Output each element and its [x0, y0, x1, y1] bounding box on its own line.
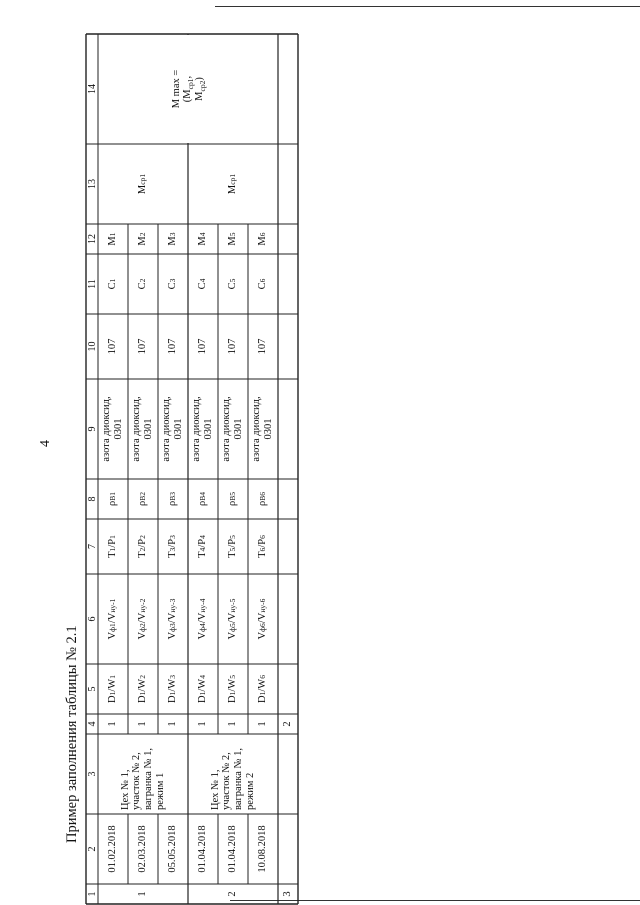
- v-mid: /V: [197, 612, 209, 624]
- concentration-cell: C 6: [257, 278, 269, 290]
- location-text: [120, 748, 166, 810]
- substance-line: 0301: [233, 418, 244, 440]
- header-label: 4: [86, 721, 98, 727]
- substance-line: азота диоксид,: [161, 396, 173, 462]
- header-label: 3: [86, 771, 98, 777]
- header-label: 8: [86, 496, 98, 502]
- code-cell: [188, 314, 218, 379]
- mass-cell: M 1: [107, 232, 119, 246]
- substance-text: [131, 396, 154, 461]
- date: 01.04.2018: [227, 825, 239, 873]
- rho-symbol: ρ: [167, 500, 179, 507]
- density-cell: ρ В1: [107, 491, 119, 507]
- header-label: 2: [86, 846, 98, 852]
- dw-tail: /W: [257, 678, 269, 692]
- count-cell: [98, 714, 128, 734]
- concentration-cell: C 3: [167, 278, 179, 290]
- m-symbol: M: [137, 236, 149, 246]
- mean-emission-cell: M ср1: [227, 173, 239, 195]
- date-cell: [98, 814, 128, 884]
- rho-symbol: ρ: [257, 500, 269, 507]
- location-cell: [98, 734, 188, 814]
- rho-symbol: ρ: [137, 500, 149, 507]
- header-label: 9: [86, 426, 98, 432]
- max-open: (M: [182, 89, 194, 103]
- m-symbol: M: [227, 236, 239, 246]
- tp-mid: /P: [107, 538, 119, 548]
- substance-cell: [188, 379, 218, 479]
- concentration-cell: C 4: [197, 278, 209, 290]
- temp-pressure-cell: T 6 /P 6: [257, 535, 269, 558]
- group-number-label: 2: [227, 891, 239, 897]
- m-symbol: M: [257, 236, 269, 246]
- footer-count-label: 2: [282, 721, 294, 727]
- header-col-9: [86, 379, 98, 479]
- mass-cell: M 4: [197, 232, 209, 246]
- location-text: [210, 748, 256, 810]
- c-symbol: C: [257, 282, 269, 290]
- temp-pressure-cell: T 2 /P 2: [137, 535, 149, 558]
- emissions-table: [86, 34, 298, 904]
- v-symbol: V: [107, 631, 119, 640]
- location-line: вагранка № 1,: [143, 747, 154, 810]
- v-symbol: V: [257, 631, 269, 640]
- mass-cell: M 5: [227, 232, 239, 246]
- m-symbol: M: [107, 236, 119, 246]
- temp-pressure-cell: T 4 /P 4: [197, 535, 209, 558]
- dw-tail: /W: [197, 678, 209, 692]
- substance-text: [251, 396, 274, 461]
- dw-symbol: D: [197, 695, 209, 703]
- substance-line: 0301: [143, 418, 154, 440]
- code-cell: [248, 314, 278, 379]
- temp-pressure-cell: T 1 /P 1: [107, 535, 119, 558]
- rho-symbol: ρ: [107, 500, 119, 507]
- header-col-12: [86, 224, 98, 254]
- max-label: M max =: [170, 69, 182, 109]
- header-label: 5: [86, 686, 98, 692]
- count: 1: [107, 721, 119, 727]
- max-line-3: [194, 70, 206, 109]
- volume-ratio-cell: V ф2 /V ну-2: [137, 598, 149, 640]
- group-number: [188, 884, 278, 904]
- substance-line: азота диоксид,: [251, 396, 263, 462]
- c-symbol: C: [107, 282, 119, 290]
- substance-line: 0301: [173, 418, 184, 440]
- mass-cell: M 6: [257, 232, 269, 246]
- tp-mid: /P: [167, 538, 179, 548]
- tp-mid: /P: [227, 538, 239, 548]
- location-line: вагранка № 1,: [233, 747, 244, 810]
- location-line: участок № 2,: [131, 752, 143, 810]
- dw-tail: /W: [227, 678, 239, 692]
- substance-text: [191, 396, 214, 461]
- substance-text: [101, 396, 124, 461]
- count-cell: [128, 714, 158, 734]
- footer-number-label: 3: [282, 891, 294, 897]
- header-col-4: [86, 714, 98, 734]
- v-mid: /V: [167, 612, 179, 624]
- concentration-cell: C 5: [227, 278, 239, 290]
- footer-number: [278, 884, 298, 904]
- date: 10.08.2018: [257, 825, 269, 873]
- code-cell: [218, 314, 248, 379]
- mass-cell: M 3: [167, 232, 179, 246]
- table-title: Пример заполнения таблицы № 2.1: [64, 625, 80, 843]
- header-col-3: [86, 734, 98, 814]
- code: 107: [257, 338, 269, 355]
- concentration-cell: C 2: [137, 278, 149, 290]
- v-symbol: V: [137, 631, 149, 640]
- substance-text: [161, 396, 184, 461]
- count: 1: [167, 721, 179, 727]
- mean-emission-symbol: M: [137, 184, 149, 195]
- header-col-2: [86, 814, 98, 884]
- v-mid: /V: [227, 612, 239, 624]
- tp-mid: /P: [197, 538, 209, 548]
- density-cell: ρ В3: [167, 491, 179, 507]
- diameter-velocity-cell: D 1 /W 5: [227, 675, 239, 703]
- code-cell: [128, 314, 158, 379]
- substance-line: 0301: [263, 418, 274, 440]
- max-m: M: [193, 91, 205, 101]
- location-line: участок № 2,: [221, 752, 233, 810]
- substance-cell: [98, 379, 128, 479]
- temp-pressure-cell: T 3 /P 3: [167, 535, 179, 558]
- count: 1: [227, 721, 239, 727]
- substance-cell: [218, 379, 248, 479]
- tp-symbol: T: [107, 551, 119, 558]
- code: 107: [227, 338, 239, 355]
- date: 05.05.2018: [167, 825, 179, 873]
- density-cell: ρ В2: [137, 491, 149, 507]
- substance-line: 0301: [203, 418, 214, 440]
- count: 1: [257, 721, 269, 727]
- substance-line: 0301: [113, 418, 124, 440]
- tp-mid: /P: [257, 538, 269, 548]
- code-cell: [98, 314, 128, 379]
- date-cell: [218, 814, 248, 884]
- count-cell: [158, 714, 188, 734]
- tp-mid: /P: [137, 538, 149, 548]
- m-symbol: M: [197, 236, 209, 246]
- page-number: 4: [38, 440, 53, 447]
- date: 02.03.2018: [137, 825, 149, 873]
- header-label: 12: [86, 234, 98, 244]
- footer-count: [278, 714, 298, 734]
- header-col-13: [86, 144, 98, 224]
- code: 107: [137, 338, 149, 355]
- substance-line: азота диоксид,: [131, 396, 143, 462]
- diameter-velocity-cell: D 1 /W 3: [167, 675, 179, 703]
- v-mid: /V: [137, 612, 149, 624]
- v-mid: /V: [257, 612, 269, 624]
- c-symbol: C: [197, 282, 209, 290]
- max-emission-cell: [98, 34, 278, 144]
- volume-ratio-cell: V ф6 /V ну-6: [257, 598, 269, 640]
- diameter-velocity-cell: D 1 /W 1: [107, 675, 119, 703]
- dw-symbol: D: [137, 695, 149, 703]
- date-cell: [128, 814, 158, 884]
- dw-symbol: D: [227, 695, 239, 703]
- substance-cell: [158, 379, 188, 479]
- max-close: ): [193, 77, 205, 81]
- substance-line: азота диоксид,: [221, 396, 233, 462]
- tp-symbol: T: [167, 551, 179, 558]
- max-line-1: [171, 70, 183, 109]
- header-col-11: [86, 254, 98, 314]
- header-label: 6: [86, 616, 98, 622]
- volume-ratio-cell: V ф4 /V ну-4: [197, 598, 209, 640]
- date: 01.04.2018: [197, 825, 209, 873]
- v-symbol: V: [167, 631, 179, 640]
- location-line: Цех № 1,: [119, 769, 131, 810]
- rho-symbol: ρ: [227, 500, 239, 507]
- m-symbol: M: [167, 236, 179, 246]
- count-cell: [218, 714, 248, 734]
- date: 01.02.2018: [107, 825, 119, 873]
- c-symbol: C: [137, 282, 149, 290]
- dw-symbol: D: [107, 695, 119, 703]
- tp-symbol: T: [137, 551, 149, 558]
- header-col-14: [86, 34, 98, 144]
- code-cell: [158, 314, 188, 379]
- max-line-2: [182, 70, 194, 109]
- max-emission-text: [171, 70, 206, 109]
- header-label: 13: [86, 179, 98, 189]
- diameter-velocity-cell: D 1 /W 2: [137, 675, 149, 703]
- dw-symbol: D: [257, 695, 269, 703]
- tp-symbol: T: [227, 551, 239, 558]
- date-cell: [248, 814, 278, 884]
- volume-ratio-cell: V ф5 /V ну-5: [227, 598, 239, 640]
- diameter-velocity-cell: D 1 /W 4: [197, 675, 209, 703]
- header-label: 10: [86, 341, 98, 352]
- diameter-velocity-cell: D 1 /W 6: [257, 675, 269, 703]
- header-col-5: [86, 664, 98, 714]
- date-cell: [158, 814, 188, 884]
- code: 107: [197, 338, 209, 355]
- mean-emission-symbol: M: [227, 184, 239, 195]
- rho-symbol: ρ: [197, 500, 209, 507]
- header-label: 1: [86, 891, 98, 897]
- header-label: 11: [86, 279, 98, 289]
- concentration-cell: C 1: [107, 278, 119, 290]
- group-number-label: 1: [137, 891, 149, 897]
- count-cell: [188, 714, 218, 734]
- location-line: режим 2: [244, 772, 256, 810]
- header-label: 7: [86, 544, 98, 549]
- code: 107: [167, 338, 179, 355]
- c-symbol: C: [227, 282, 239, 290]
- dw-symbol: D: [167, 695, 179, 703]
- count: 1: [197, 721, 209, 727]
- tp-symbol: T: [197, 551, 209, 558]
- count-cell: [248, 714, 278, 734]
- c-symbol: C: [167, 282, 179, 290]
- volume-ratio-cell: V ф1 /V ну-1: [107, 598, 119, 640]
- v-symbol: V: [197, 631, 209, 640]
- header-col-6: [86, 574, 98, 664]
- mean-emission-cell: M ср1: [137, 173, 149, 195]
- tp-symbol: T: [257, 551, 269, 558]
- location-line: Цех № 1,: [209, 769, 221, 810]
- mass-cell: M 2: [137, 232, 149, 246]
- dw-tail: /W: [107, 678, 119, 692]
- page-top-edge: [215, 6, 640, 7]
- max-sub-2: ср2: [197, 80, 207, 92]
- dw-tail: /W: [167, 678, 179, 692]
- header-col-1: [86, 884, 98, 904]
- v-symbol: V: [227, 631, 239, 640]
- group-number: [98, 884, 188, 904]
- header-col-7: [86, 519, 98, 574]
- density-cell: ρ В6: [257, 491, 269, 507]
- location-cell: [188, 734, 278, 814]
- header-col-10: [86, 314, 98, 379]
- density-cell: ρ В5: [227, 491, 239, 507]
- substance-line: азота диоксид,: [191, 396, 203, 462]
- count: 1: [137, 721, 149, 727]
- header-col-8: [86, 479, 98, 519]
- location-line: режим 1: [154, 772, 166, 810]
- header-label: 14: [86, 84, 98, 94]
- substance-cell: [248, 379, 278, 479]
- density-cell: ρ В4: [197, 491, 209, 507]
- v-mid: /V: [107, 612, 119, 624]
- code: 107: [107, 338, 119, 355]
- volume-ratio-cell: V ф3 /V ну-3: [167, 598, 179, 640]
- substance-cell: [128, 379, 158, 479]
- temp-pressure-cell: T 5 /P 5: [227, 535, 239, 558]
- date-cell: [188, 814, 218, 884]
- max-sub-1: ср1: [186, 78, 196, 90]
- substance-line: азота диоксид,: [101, 396, 113, 462]
- max-comma: ,: [182, 75, 194, 79]
- dw-tail: /W: [137, 678, 149, 692]
- substance-text: [221, 396, 244, 461]
